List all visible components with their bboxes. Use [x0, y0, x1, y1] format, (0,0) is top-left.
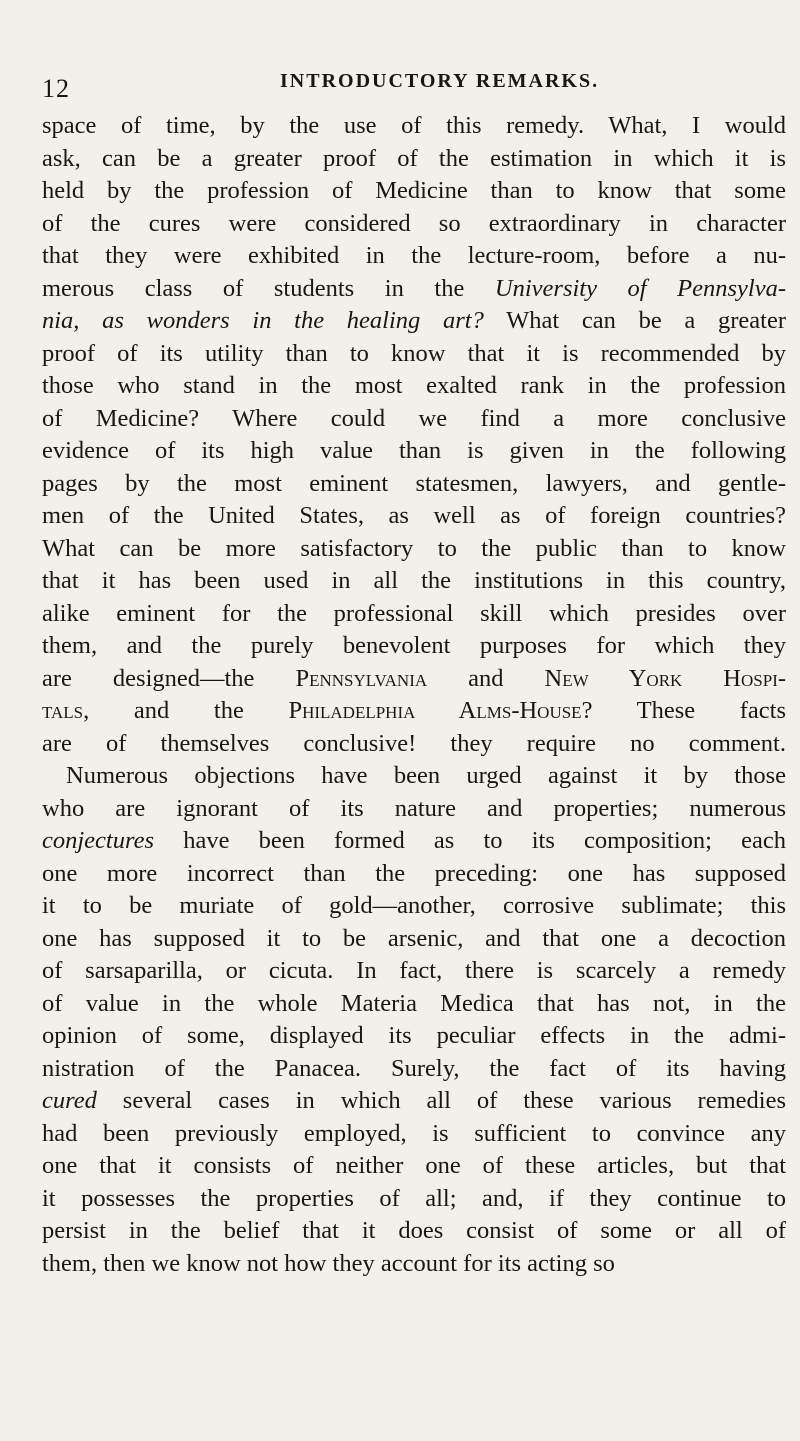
text-line: of Medicine? Where could we find a more conclusive [42, 404, 786, 432]
text-line [42, 695, 786, 728]
text-line: are of themselves conclusive! they require no comment. [42, 729, 786, 757]
paragraph-start-line: Numerous objections have been urged against it by those [66, 762, 786, 789]
italic-phrase: nia, as wonders in the healing art? [42, 307, 484, 334]
text-line: of sarsaparilla, or cicuta. In fact, there is scarcely a remedy [42, 957, 786, 984]
text-line [42, 305, 786, 338]
text-line: those who stand in the most exalted rank in the profession [42, 372, 786, 399]
text-fragment: have been formed as to its composition; each [154, 827, 786, 854]
text-line: them, then we know not how they account for its acting so [42, 1249, 615, 1277]
text-line: space of time, by the use of this remedy. What, I would [42, 112, 786, 139]
text-line: persist in the belief that it does consist of some or all of [42, 1217, 786, 1244]
text-line: men of the United States, as well as of foreign countries? [42, 502, 786, 529]
body-text [42, 110, 786, 1280]
text-line: had been previously employed, is sufficient to convince any [42, 1119, 786, 1147]
text-line [42, 825, 786, 858]
text-line: them, and the purely benevolent purposes for which they [42, 632, 786, 659]
text-line: that it has been used in all the institutions in this country, [42, 567, 786, 594]
text-line: What can be more satisfactory to the public than to know [42, 534, 786, 562]
text-fragment: merous class of students in the [42, 274, 495, 302]
text-line: held by the profession of Medicine than to know that some [42, 177, 786, 204]
text-line: who are ignorant of its nature and properties; numerous [42, 794, 786, 822]
text-fragment: and [427, 664, 545, 692]
text-line: evidence of its high value than is given in the following [42, 437, 786, 464]
text-line: one has supposed it to be arsenic, and that one a decoction [42, 924, 786, 952]
page-number: 12 [42, 74, 70, 103]
small-caps-phrase: Pennsylvania [295, 664, 428, 692]
text-line: one that it consists of neither one of these articles, but that [42, 1152, 786, 1179]
text-fragment: several cases in which all of these various remedies [96, 1087, 786, 1114]
text-fragment: are designed—the [42, 664, 296, 692]
text-line: that they were exhibited in the lecture-room, before a nu- [42, 242, 786, 269]
small-caps-phrase: Philadelphia Alms-House [288, 697, 582, 724]
text-fragment: ? These facts [581, 697, 786, 724]
text-line: one more incorrect than the preceding: one has supposed [42, 859, 786, 887]
text-line: it to be muriate of gold—another, corrosive sublimate; this [42, 892, 786, 919]
page-header [30, 58, 790, 103]
text-line [42, 1085, 786, 1118]
italic-phrase: University of Pennsylva- [494, 274, 787, 302]
small-caps-phrase: New York Hospi- [544, 664, 787, 692]
small-caps-phrase: tals [42, 697, 84, 724]
text-line: ask, can be a greater proof of the estimation in which it is [42, 144, 786, 172]
italic-phrase: cured [42, 1087, 97, 1114]
text-line: of the cures were considered so extraordinary in character [42, 209, 786, 237]
text-line: proof of its utility than to know that it is recommended by [42, 339, 786, 367]
text-line [42, 663, 786, 696]
text-line: opinion of some, displayed its peculiar effects in the admi- [42, 1022, 786, 1049]
text-fragment: What can be a greater [483, 307, 787, 334]
text-line: nistration of the Panacea. Surely, the fact of its having [42, 1054, 786, 1082]
text-line: of value in the whole Materia Medica that has not, in the [42, 989, 786, 1017]
text-fragment: , and the [83, 697, 289, 724]
text-line: it possesses the properties of all; and, if they continue to [42, 1184, 786, 1212]
italic-phrase: conjectures [42, 827, 155, 854]
running-head: INTRODUCTORY REMARKS. [280, 70, 600, 92]
text-line: pages by the most eminent statesmen, lawyers, and gentle- [42, 469, 786, 497]
text-line: alike eminent for the professional skill which presides over [42, 599, 786, 627]
text-line [42, 273, 786, 306]
